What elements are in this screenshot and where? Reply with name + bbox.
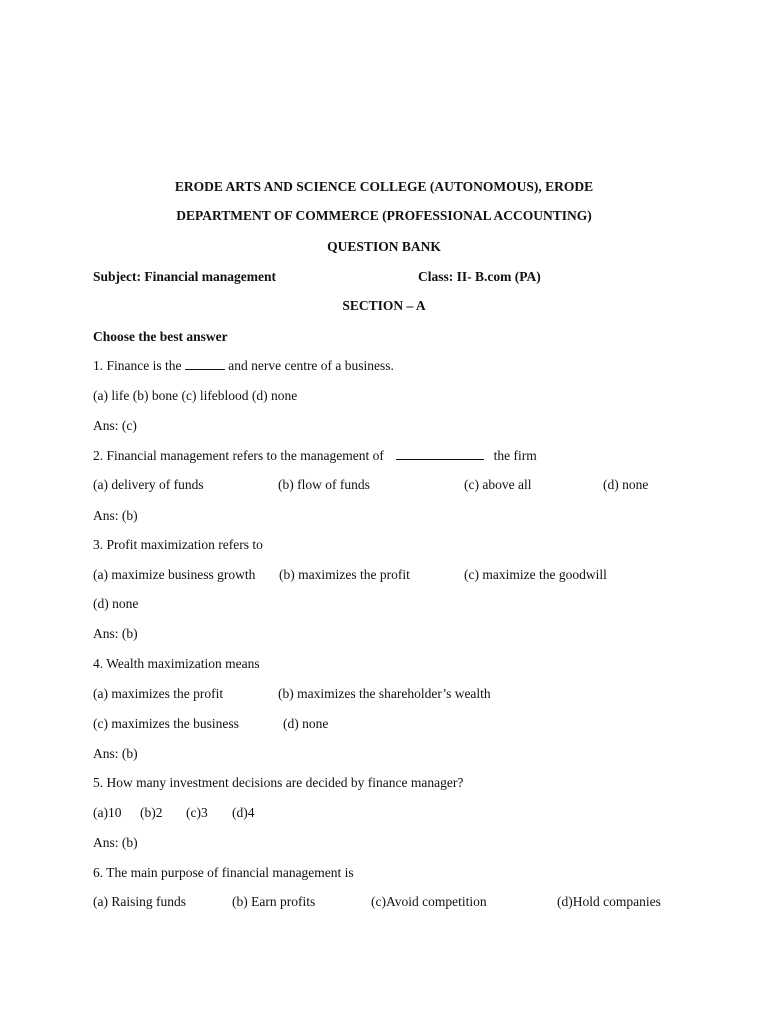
question-2-option-c: (c) above all <box>464 477 532 492</box>
question-6-option-a: (a) Raising funds <box>93 894 186 909</box>
question-3-option-b: (b) maximizes the profit <box>279 567 410 582</box>
question-6-option-c: (c)Avoid competition <box>371 894 487 909</box>
question-1-text-before: 1. Finance is the <box>93 358 182 373</box>
question-1-answer: Ans: (c) <box>93 418 137 433</box>
instruction: Choose the best answer <box>93 329 228 344</box>
section-heading: SECTION – A <box>342 298 426 313</box>
question-2-option-b: (b) flow of funds <box>278 477 370 492</box>
question-5-option-d: (d)4 <box>232 805 255 820</box>
question-3-option-d: (d) none <box>93 596 139 611</box>
question-6-option-b: (b) Earn profits <box>232 894 316 909</box>
question-2-text-after: the firm <box>493 448 537 463</box>
question-5-answer: Ans: (b) <box>93 835 138 850</box>
question-1 <box>93 358 394 374</box>
page-title: QUESTION BANK <box>327 239 441 254</box>
subject-label: Subject: Financial management <box>93 269 276 284</box>
question-3-option-a: (a) maximize business growth <box>93 567 256 582</box>
question-5-option-b: (b)2 <box>140 805 163 820</box>
question-4-answer: Ans: (b) <box>93 746 138 761</box>
question-2 <box>93 448 537 464</box>
question-1-text-after: and nerve centre of a business. <box>228 358 394 373</box>
question-1-options: (a) life (b) bone (c) lifeblood (d) none <box>93 388 298 403</box>
question-2-option-d: (d) none <box>603 477 649 492</box>
question-5-option-c: (c)3 <box>186 805 208 820</box>
question-4-option-b: (b) maximizes the shareholder’s wealth <box>278 686 491 701</box>
question-2-option-a: (a) delivery of funds <box>93 477 204 492</box>
answer-blank <box>396 450 484 460</box>
question-5-text: 5. How many investment decisions are decided by finance manager? <box>93 775 464 790</box>
question-5-option-a: (a)10 <box>93 805 122 820</box>
department-name: DEPARTMENT OF COMMERCE (PROFESSIONAL ACCOUNTING) <box>176 208 592 223</box>
question-6-option-d: (d)Hold companies <box>557 894 661 909</box>
class-label: Class: II- B.com (PA) <box>418 269 541 284</box>
question-2-text-before: 2. Financial management refers to the management of <box>93 448 384 463</box>
question-3-answer: Ans: (b) <box>93 626 138 641</box>
question-6-text: 6. The main purpose of financial management is <box>93 865 354 880</box>
answer-blank <box>185 360 225 370</box>
college-name: ERODE ARTS AND SCIENCE COLLEGE (AUTONOMOUS), ERODE <box>174 179 594 194</box>
question-4-option-d: (d) none <box>283 716 329 731</box>
question-2-answer: Ans: (b) <box>93 508 138 523</box>
question-3-text: 3. Profit maximization refers to <box>93 537 263 552</box>
question-3-option-c: (c) maximize the goodwill <box>464 567 607 582</box>
question-4-option-c: (c) maximizes the business <box>93 716 239 731</box>
question-4-text: 4. Wealth maximization means <box>93 656 260 671</box>
question-4-option-a: (a) maximizes the profit <box>93 686 224 701</box>
